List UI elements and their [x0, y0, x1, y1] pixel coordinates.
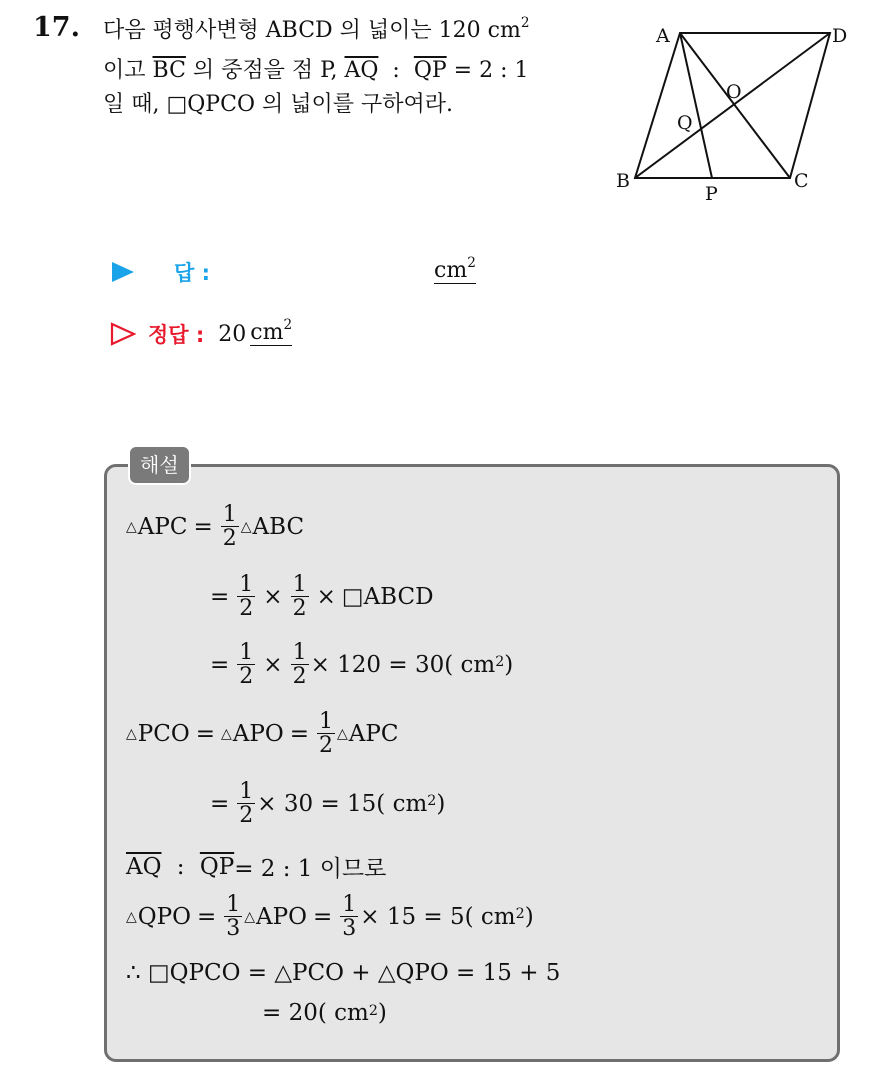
expr: ABC: [252, 513, 305, 540]
expr: QPO: [137, 903, 191, 930]
solution-line: = $\frac{1}{2}$ × 30 = 15( cm ): [210, 779, 446, 829]
segment-aq: $\overline{AQ}$: [126, 853, 162, 880]
superscript: 2: [467, 254, 476, 271]
question-text: 다음 평행사변형 ABCD 의 넓이는 120 cm: [103, 18, 521, 43]
expr: APO: [256, 903, 307, 930]
correct-answer-value: 20: [218, 321, 247, 347]
correct-answer-label: 정답 :: [148, 323, 205, 347]
unit-text: cm: [250, 320, 284, 345]
question-line-1: [103, 16, 530, 46]
parallelogram-diagram: [610, 18, 860, 208]
expr: × 15 = 5( cm: [360, 903, 516, 930]
correct-answer-unit: [250, 316, 293, 346]
answer-row: [110, 256, 510, 288]
segment-bc: $\overline{BC}$: [152, 58, 186, 83]
fraction: $\frac{1}{2}$: [292, 640, 307, 690]
answer-blank[interactable]: [434, 254, 476, 284]
ratio-colon: :: [378, 58, 414, 83]
solution-line: = $\frac{1}{2}$ × $\frac{1}{2}$ × □ABCD: [210, 572, 434, 622]
fraction: $\frac{1}{3}$: [226, 892, 241, 942]
label-d: D: [832, 25, 848, 47]
expr: × 30 = 15( cm: [257, 790, 428, 817]
correct-answer-row: [110, 318, 292, 350]
question-line-2: [103, 56, 528, 86]
expr: APC: [348, 720, 399, 747]
solution-box: [104, 464, 840, 1062]
question-line-3: 일 때, □QPCO 의 넓이를 구하여라.: [103, 92, 453, 117]
segment-aq: $\overline{AQ}$: [344, 58, 379, 83]
play-outline-icon: [110, 322, 136, 346]
expr: ): [504, 651, 514, 678]
fraction: $\frac{1}{2}$: [319, 709, 334, 759]
label-c: C: [794, 170, 809, 192]
segment-qp: $\overline{QP}$: [199, 853, 235, 880]
expr: PCO: [137, 720, 190, 747]
superscript: 2: [283, 316, 293, 333]
expr: × 120 = 30( cm: [310, 651, 496, 678]
fraction: $\frac{1}{2}$: [239, 640, 254, 690]
expr: ): [524, 903, 534, 930]
answer-unit: cm: [434, 258, 468, 283]
expr: □ABCD: [341, 583, 434, 610]
label-b: B: [616, 170, 630, 192]
question-number: 17.: [33, 12, 80, 43]
solution-line: = $\frac{1}{2}$ × $\frac{1}{2}$ × 120 = 30( cm ): [210, 640, 514, 690]
expr: = 20( cm: [262, 1000, 369, 1026]
question-text: 이고: [103, 58, 153, 83]
question-text: 의 중점을 점 P,: [185, 58, 345, 83]
solution-line: △ QPO = $\frac{1}{3}$ △ APO = $\frac{1}{3}$ × 15 = 5( cm ): [126, 892, 534, 942]
fraction: $\frac{1}{3}$: [342, 892, 357, 942]
expr: = 2 : 1 이므로: [234, 856, 387, 882]
expr: APO: [232, 720, 284, 747]
segment-qp: $\overline{QP}$: [413, 58, 447, 83]
ratio-value: = 2 : 1: [446, 58, 529, 83]
expr: ): [436, 790, 446, 817]
label-q: Q: [677, 112, 693, 134]
fraction: $\frac{1}{2}$: [222, 502, 237, 552]
fraction: $\frac{1}{2}$: [239, 779, 254, 829]
label-a: A: [656, 25, 670, 47]
label-o: O: [726, 81, 742, 103]
superscript: 2: [520, 14, 530, 31]
expr: APC: [137, 513, 188, 540]
solution-line: ∴ □QPCO = △PCO + △QPO = 15 + 5: [126, 960, 561, 986]
label-p: P: [705, 183, 718, 205]
play-icon: [110, 260, 136, 284]
solution-line: △ APC = $\frac{1}{2}$ △ ABC: [126, 502, 305, 552]
answer-label: 답 :: [174, 261, 210, 285]
fraction: $\frac{1}{2}$: [292, 572, 307, 622]
fraction: $\frac{1}{2}$: [239, 572, 254, 622]
solution-line: △ PCO = △ APO = $\frac{1}{2}$ △ APC: [126, 709, 399, 759]
expr: :: [169, 853, 192, 880]
expr: ): [377, 1000, 387, 1026]
diagonal-bd: [635, 33, 830, 178]
solution-tab: 해설: [128, 445, 191, 485]
